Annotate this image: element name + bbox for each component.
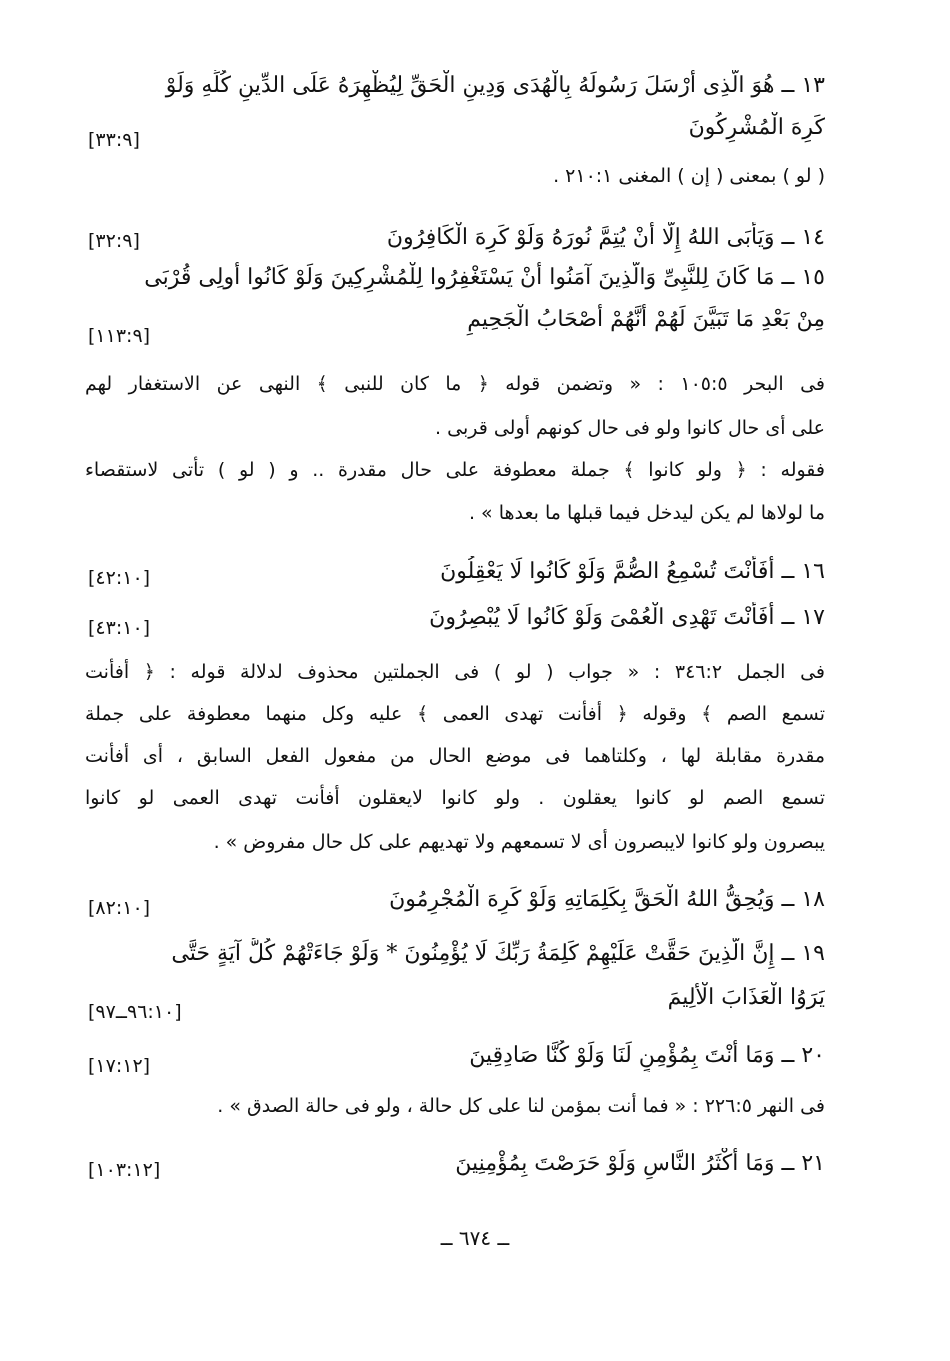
- verse-19-reference: [٩٦:١٠ــ٩٧]: [88, 1001, 182, 1023]
- verse-15-reference: [١١٣:٩]: [88, 325, 151, 347]
- verse-13-line-2: كَرِهَ الْمُشْرِكُونَ: [688, 115, 825, 140]
- page-number: ــ ٦٧٤ ــ: [440, 1226, 510, 1250]
- verse-21-line-1: ٢١ ــ وَمَا أَكْثَرُ النَّاسِ وَلَوْ حَرَصْتَ بِمُؤْمِنِينَ: [455, 1151, 825, 1176]
- note-jamal-line-4: تسمع الصم لو كانوا يعقلون . ولو كانوا لايعقلون أفأنت تهدى العمى لو كانوا: [85, 787, 825, 809]
- verse-18-reference: [٨٢:١٠]: [88, 897, 151, 919]
- verse-18-line-1: ١٨ ــ وَيُحِقُّ اللهُ الْحَقَّ بِكَلِمَاتِهِ وَلَوْ كَرِهَ الْمُجْرِمُونَ: [389, 887, 825, 912]
- note-bahr-line-3: فقوله : ﴿ ولو كانوا ﴾ جملة معطوفة على حال مقدرة .. و ( لو ) تأتى لاستقصاء: [85, 459, 825, 481]
- verse-19-line-1: ١٩ ــ إِنَّ الَّذِينَ حَقَّتْ عَلَيْهِمْ كَلِمَةُ رَبِّكَ لَا يُؤْمِنُونَ * وَلَوْ جَاءَتْهُمْ كُلُّ آيَةٍ حَتَّى: [171, 941, 825, 966]
- note-bahr-line-4: ما لولاها لم يكن ليدخل فيما قبلها ما بعدها » .: [468, 502, 825, 524]
- note-jamal-line-2: تسمع الصم ﴾ وقوله ﴿ أفأنت تهدى العمى ﴾ عليه وكل منهما معطوفة على جملة: [85, 703, 825, 725]
- note-nahr: فى النهر ٢٢٦:٥ : « فما أنت بمؤمن لنا على كل حالة ، ولو فى حالة الصدق » .: [217, 1095, 825, 1117]
- verse-14-reference: [٣٢:٩]: [88, 230, 140, 252]
- note-jamal-line-1: فى الجمل ٣٤٦:٢ : « جواب ( لو ) فى الجملتين محذوف لدلالة قوله : ﴿ أفأنت: [85, 661, 825, 683]
- verse-17-reference: [٤٣:١٠]: [88, 617, 151, 639]
- verse-19-line-2: يَرَوُا الْعَذَابَ الْأَلِيمَ: [667, 985, 825, 1010]
- note-bahr-line-1: فى البحر ١٠٥:٥ : « وتضمن قوله ﴿ ما كان للنبى ﴾ النهى عن الاستغفار لهم: [85, 373, 825, 395]
- verse-17-line-1: ١٧ ــ أَفَأَنْتَ تَهْدِى الْعُمْىَ وَلَوْ كَانُوا لَا يُبْصِرُونَ: [429, 605, 825, 630]
- verse-15-line-1: ١٥ ــ مَا كَانَ لِلنَّبِىِّ وَالَّذِينَ آمَنُوا أَنْ يَسْتَغْفِرُوا لِلْمُشْرِكِينَ وَلَوْ كَانُوا أُولِى قُرْبَى: [144, 265, 825, 290]
- verse-13-reference: [٣٣:٩]: [88, 129, 140, 151]
- verse-21-reference: [١٠٣:١٢]: [88, 1159, 161, 1181]
- verse-20-line-1: ٢٠ ــ وَمَا أَنْتَ بِمُؤْمِنٍ لَنَا وَلَوْ كُنَّا صَادِقِينَ: [469, 1043, 825, 1068]
- note-bahr-line-2: على أى حال كانوا ولو فى حال كونهم أولى قربى .: [435, 417, 825, 439]
- verse-16-line-1: ١٦ ــ أَفَأَنْتَ تُسْمِعُ الصُّمَّ وَلَوْ كَانُوا لَا يَعْقِلُونَ: [440, 559, 825, 584]
- verse-14-line-1: ١٤ ــ وَيَأْبَى اللهُ إِلَّا أَنْ يُتِمَّ نُورَهُ وَلَوْ كَرِهَ الْكَافِرُونَ: [386, 225, 825, 250]
- note-jamal-line-5: يبصرون ولو كانوا لايبصرون أى لا تسمعهم ولا تهديهم على كل حال مفروض » .: [213, 831, 825, 853]
- note-mughni: ( لو ) بمعنى ( إن ) المغنى ٢١٠:١ .: [553, 165, 825, 187]
- verse-15-line-2: مِنْ بَعْدِ مَا تَبَيَّنَ لَهُمْ أَنَّهُمْ أَصْحَابُ الْجَحِيمِ: [467, 307, 825, 332]
- verse-16-reference: [٤٢:١٠]: [88, 567, 151, 589]
- verse-20-reference: [١٧:١٢]: [88, 1055, 151, 1077]
- note-jamal-line-3: مقدرة مقابلة لها ، وكلتاهما فى موضع الحال من مفعول الفعل السابق ، أى أفأنت: [85, 745, 825, 767]
- verse-13-line-1: ١٣ ــ هُوَ الَّذِى أَرْسَلَ رَسُولَهُ بِالْهُدَى وَدِينِ الْحَقِّ لِيُظْهِرَهُ عَلَى الدِّينِ كُلِّهِ وَلَوْ: [165, 73, 825, 98]
